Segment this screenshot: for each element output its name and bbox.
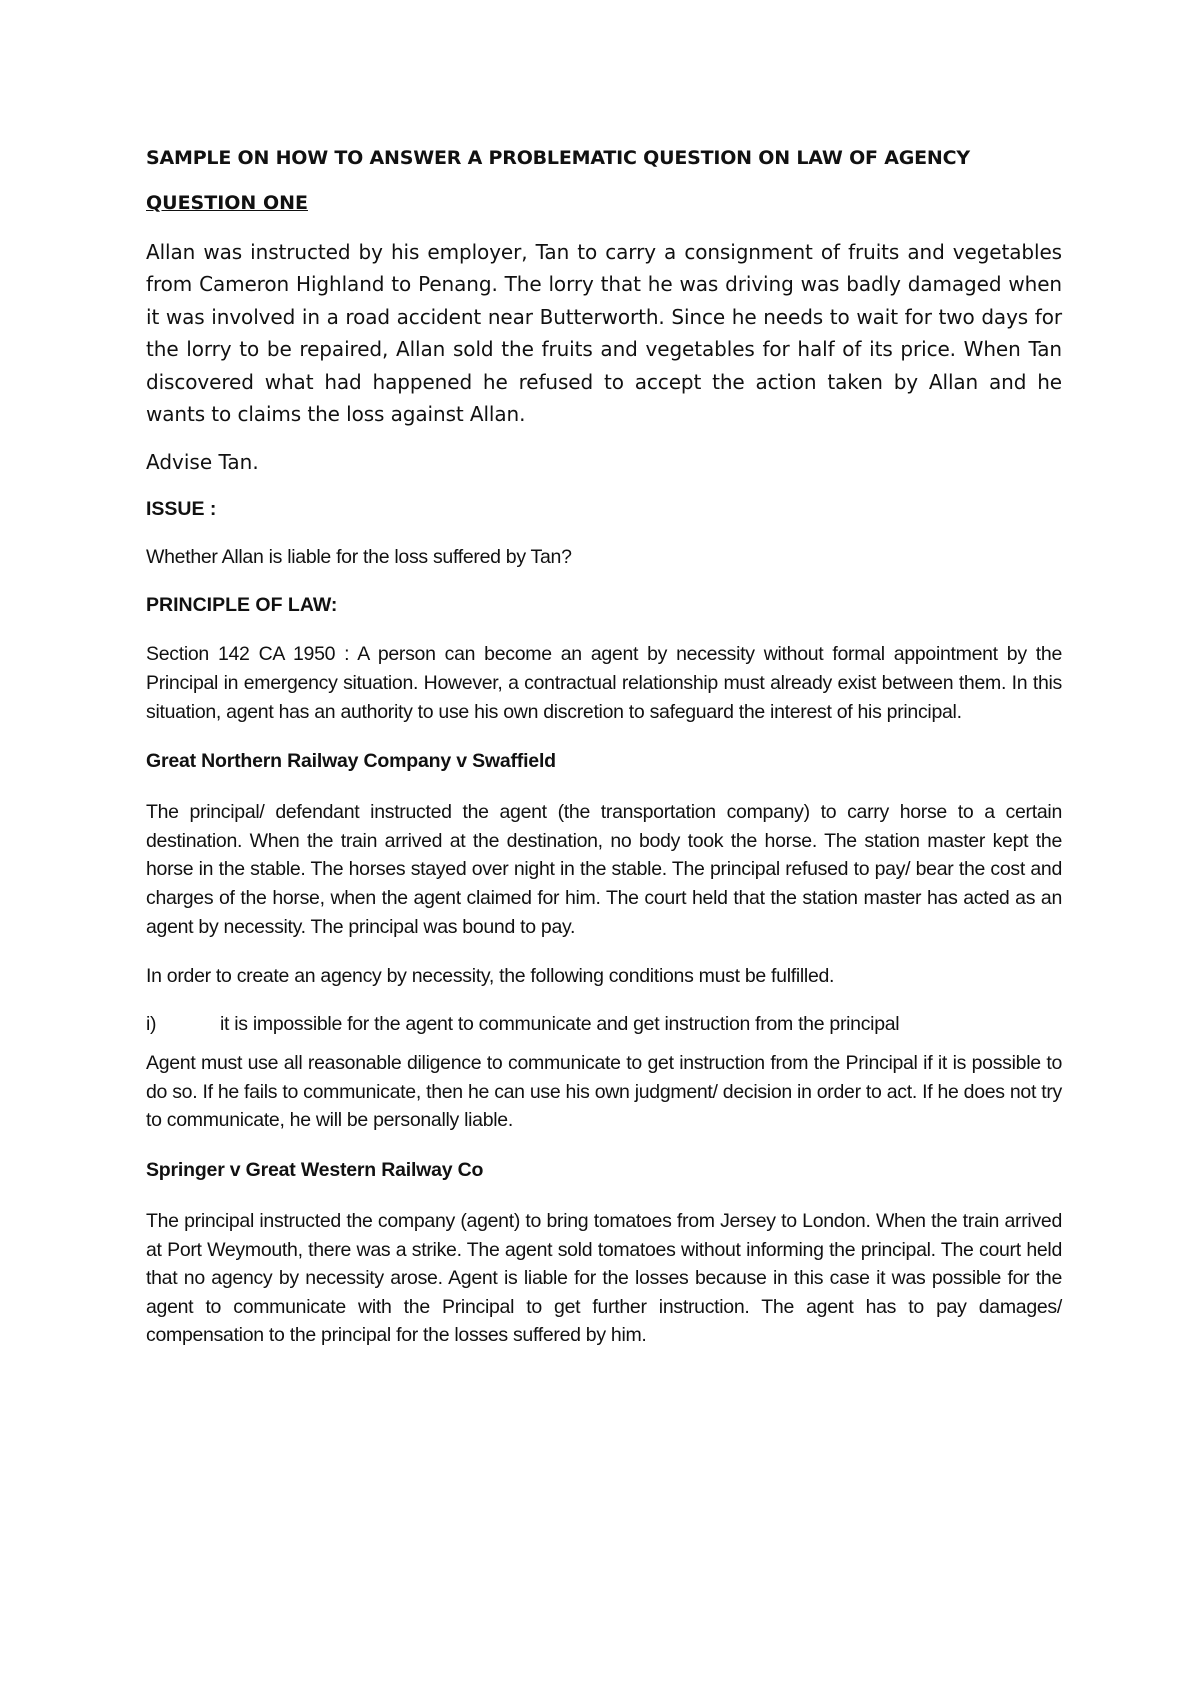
- case-title-springer: Springer v Great Western Railway Co: [146, 1158, 484, 1181]
- advise-text: Advise Tan.: [146, 450, 259, 475]
- issue-text: Whether Allan is liable for the loss suffered by Tan?: [146, 546, 572, 569]
- principle-text: Section 142 CA 1950 : A person can become an agent by necessity without formal appointment by the Principal in emergency situation. However, a contractual relationship must already exist between them. In this situation, agent has an authority to use his own discretion to safeguard the interest of his principal.: [146, 643, 1062, 723]
- case-text-swaffield: The principal/ defendant instructed the agent (the transportation company) to carry horse to a certain destination. When the train arrived at the destination, no body took the horse. The station master kept the horse in the stable. The horses stayed over night in the stable. The principal refused to pay/ bear the cost and charges of the horse, when the agent claimed for him. The court held that the station master has acted as an agent by necessity. The principal was bound to pay.: [146, 801, 1062, 938]
- conditions-intro: In order to create an agency by necessity, the following conditions must be fulfilled.: [146, 965, 835, 988]
- condition-item: [146, 1011, 1062, 1037]
- document-body: [146, 146, 1062, 1372]
- issue-heading: ISSUE :: [146, 498, 217, 521]
- condition-number: i): [146, 1013, 157, 1036]
- question-text: Allan was instructed by his employer, Tan to carry a consignment of fruits and vegetables from Cameron Highland to Penang. The lorry that he was driving was badly damaged when it was involved in a road accident near Butterworth. Since he needs to wait for two days for the lorry to be repaired, Allan sold the fruits and vegetables for half of its price. When Tan discovered what had happened he refused to accept the action taken by Allan and he wants to claims the loss against Allan.: [146, 240, 1062, 427]
- case-title-swaffield: Great Northern Railway Company v Swaffield: [146, 750, 556, 773]
- document-title: SAMPLE ON HOW TO ANSWER A PROBLEMATIC QUESTION ON LAW OF AGENCY: [146, 147, 970, 169]
- question-heading: QUESTION ONE: [146, 192, 308, 214]
- condition-text: it is impossible for the agent to communicate and get instruction from the principal: [220, 1013, 900, 1036]
- principle-heading: PRINCIPLE OF LAW:: [146, 594, 338, 617]
- case-text-springer: The principal instructed the company (agent) to bring tomatoes from Jersey to London. When the train arrived at Port Weymouth, there was a strike. The agent sold tomatoes without informing the principal. The court held that no agency by necessity arose. Agent is liable for the losses because in this case it was possible for the agent to communicate with the Principal to get further instruction. The agent has to pay damages/ compensation to the principal for the losses suffered by him.: [146, 1209, 1062, 1347]
- condition-explanation: Agent must use all reasonable diligence to communicate to get instruction from the Principal if it is possible to do so. If he fails to communicate, then he can use his own judgment/ decision in order to act. If he does not try to communicate, he will be personally liable.: [146, 1052, 1062, 1132]
